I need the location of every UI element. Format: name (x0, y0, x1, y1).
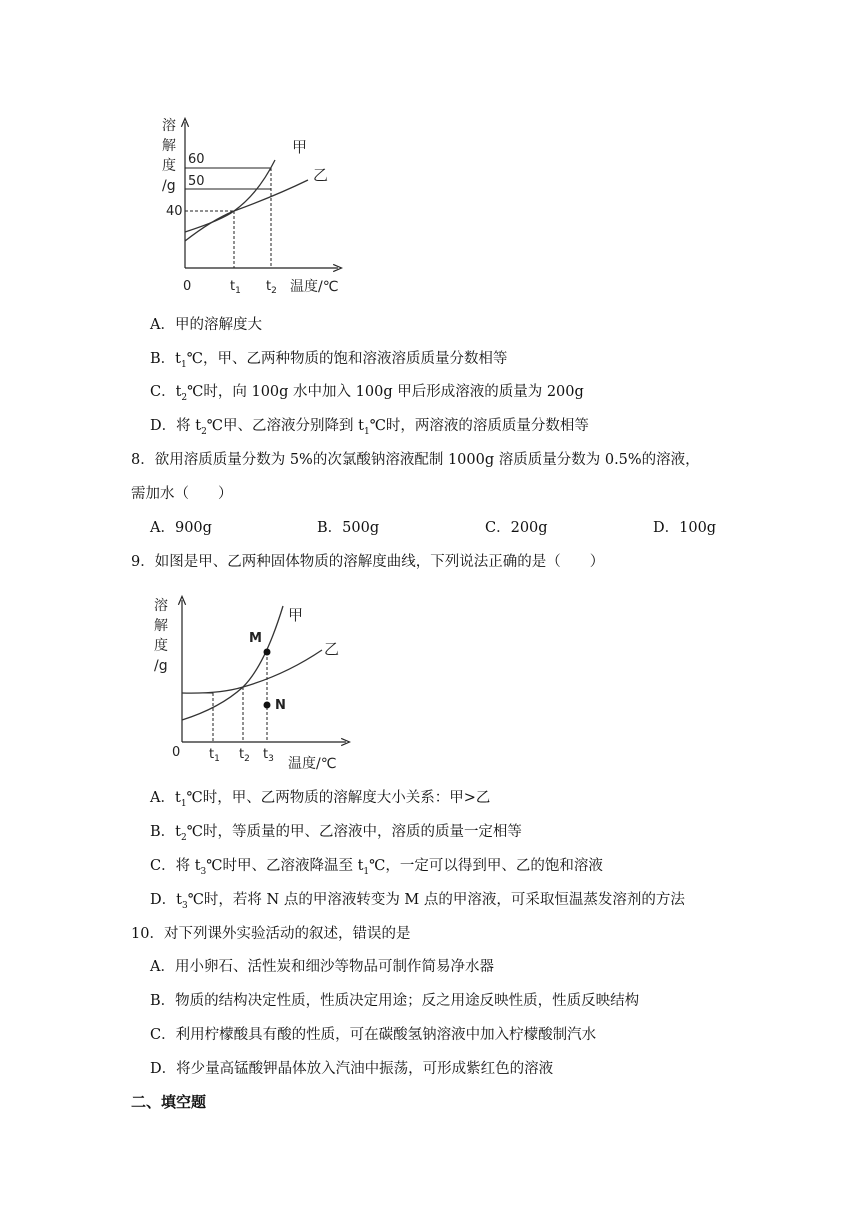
q10-option-b: B．物质的结构决定性质，性质决定用途；反之用途反映性质，性质反映结构 (150, 993, 640, 1009)
q8-option-d: D．100g (653, 520, 717, 536)
origin-label: 0 (183, 279, 192, 294)
q9-stem: 9．如图是甲、乙两种固体物质的溶解度曲线，下列说法正确的是（ ） (131, 554, 605, 570)
tick-t2: $t_2$ (266, 279, 277, 296)
tick-40: 40 (166, 204, 183, 219)
point-m (264, 649, 271, 656)
y-label-char: 解 (162, 138, 176, 154)
tick-t1: $t_1$ (209, 747, 220, 764)
y-label-char: 解 (154, 618, 168, 634)
x-axis-label: 温度/℃ (288, 756, 337, 772)
tick-60: 60 (188, 152, 205, 167)
series-label-yi: 乙 (324, 640, 340, 658)
point-n (264, 702, 271, 709)
solubility-chart-2 (150, 590, 360, 775)
y-label-char: /g (154, 658, 168, 674)
solubility-chart-1 (150, 110, 360, 300)
q8-option-c: C．200g (485, 520, 548, 536)
q8-option-b: B．500g (317, 520, 380, 536)
q8-stem-line2: 需加水（ ） (131, 486, 233, 502)
y-label-char: 溶 (162, 118, 176, 134)
q7-option-d: D．将 $t_2℃$甲、乙溶液分别降到 $t_1℃$时，两溶液的溶质质量分数相等 (150, 418, 589, 437)
tick-50: 50 (188, 174, 205, 189)
q10-option-d: D．将少量高锰酸钾晶体放入汽油中振荡，可形成紫红色的溶液 (150, 1061, 554, 1077)
point-label-n: N (275, 698, 286, 713)
q10-option-a: A．用小卵石、活性炭和细沙等物品可制作简易净水器 (150, 959, 494, 975)
origin-label: 0 (172, 745, 181, 760)
y-label-char: 度 (162, 158, 176, 174)
tick-t1: $t_1$ (230, 279, 241, 296)
q10-option-c: C．利用柠檬酸具有酸的性质，可在碳酸氢钠溶液中加入柠檬酸制汽水 (150, 1027, 597, 1043)
section-heading-fill-in: 二、填空题 (131, 1093, 207, 1111)
q10-stem: 10．对下列课外实验活动的叙述，错误的是 (131, 926, 411, 942)
q7-option-c: C．$t_2℃$时，向 100g 水中加入 100g 甲后形成溶液的质量为 200g (150, 384, 584, 403)
x-axis-label: 温度/℃ (290, 279, 339, 295)
q7-option-a: A．甲的溶解度大 (150, 317, 262, 333)
q8-option-a: A．900g (150, 520, 212, 536)
y-label-char: 度 (154, 638, 168, 654)
q9-option-b: B．$t_2℃$时，等质量的甲、乙溶液中，溶质的质量一定相等 (150, 824, 522, 843)
y-label-char: 溶 (154, 598, 168, 614)
series-label-yi: 乙 (313, 166, 329, 184)
q9-option-d: D．$t_3℃$时，若将 N 点的甲溶液转变为 M 点的甲溶液，可采取恒温蒸发溶剂的方法 (150, 892, 685, 911)
q9-option-c: C．将 $t_3℃$时甲、乙溶液降温至 $t_1℃$，一定可以得到甲、乙的饱和溶液 (150, 858, 603, 877)
q7-option-b: B．$t_1℃$，甲、乙两种物质的饱和溶液溶质质量分数相等 (150, 351, 508, 370)
q9-option-a: A．$t_1℃$时，甲、乙两物质的溶解度大小关系：甲>乙 (150, 790, 491, 809)
tick-t3: $t_3$ (263, 747, 274, 764)
curve-jia (185, 160, 275, 232)
series-label-jia: 甲 (288, 606, 304, 624)
q8-stem-line1: 8．欲用溶质质量分数为 5%的次氯酸钠溶液配制 1000g 溶质质量分数为 0.5%的溶液， (131, 452, 700, 468)
tick-t2: $t_2$ (239, 747, 250, 764)
point-label-m: M (249, 631, 262, 646)
y-axis-label (162, 117, 176, 194)
y-axis-label (154, 597, 168, 674)
curve-yi (182, 650, 322, 693)
y-label-char: /g (162, 178, 176, 194)
series-label-jia: 甲 (292, 138, 308, 156)
